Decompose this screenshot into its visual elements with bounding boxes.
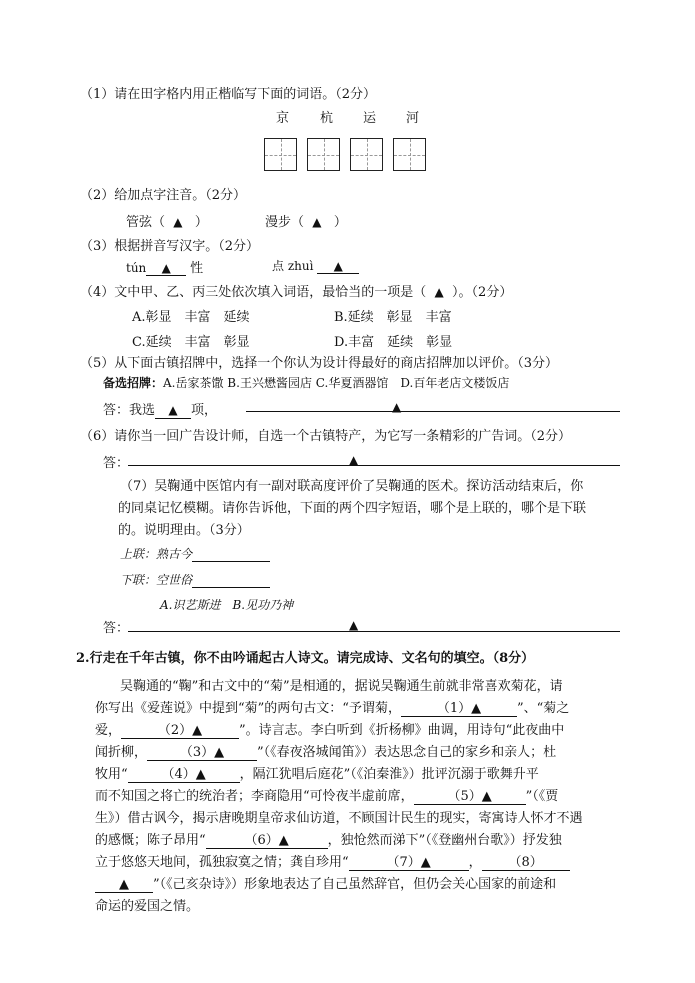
- q5-options: 备选招牌：A.岳家茶馓 B.王兴懋酱园店 C.华夏酒器馆 D.百年老店文楼饭店: [103, 376, 510, 390]
- q5-answer: 答：我选 ▲ 项，: [103, 403, 218, 418]
- blank-6[interactable]: （6）▲: [206, 829, 328, 849]
- s2-line-4: 闻折柳， （3）▲ ”（《春夜洛城闻笛》）表达思念自己的家乡和亲人；杜: [95, 741, 556, 761]
- q6-answer-label: 答：: [103, 456, 130, 471]
- s2-line-3: 爱， （2）▲ ”。诗言志。李白听到《折杨柳》曲调，用诗句“此夜曲中: [95, 719, 564, 739]
- q2-item-1: 管弦（ ▲ ）: [126, 215, 208, 230]
- blank-8[interactable]: （8）: [482, 851, 570, 871]
- q6-prompt: （6）请你当一回广告设计师，自选一个古镇特产，为它写一条精彩的广告词。（2分）: [80, 429, 572, 444]
- q5-answer-line[interactable]: [246, 411, 620, 412]
- q7-text-1: （7）吴鞠通中医馆内有一副对联高度评价了吴鞠通的医术。探访活动结束后，你: [120, 479, 584, 494]
- q7-answer-label: 答：: [103, 621, 130, 636]
- q2-prompt: （2）给加点字注音。（2分）: [80, 188, 247, 203]
- q5-answer-mark: ▲: [392, 400, 402, 414]
- tianzi-grid-1[interactable]: [264, 138, 297, 171]
- s2-line-9: 立于悠悠天地间，孤独寂寞之情；龚自珍用“ （7）▲ ， （8）: [95, 851, 570, 871]
- blank-4[interactable]: （4）▲: [128, 763, 240, 783]
- s2-line-10: ▲ ”（《己亥杂诗》）形象地表达了自己虽然辞官，但仍会关心国家的前途和: [95, 873, 556, 893]
- s2-line-6: 而不知国之将亡的统治者；李商隐用“可怜夜半虚前席， （5）▲ ”（《贾: [95, 785, 558, 805]
- q1-char-3: 运: [363, 111, 377, 126]
- q7-text-3: 的。说明理由。（3分）: [118, 523, 250, 538]
- q7-answer-line[interactable]: [128, 631, 620, 632]
- q1-char-1: 京: [276, 111, 290, 126]
- s2-line-5: 牧用“ （4）▲ ，隔江犹唱后庭花”（《泊秦淮》）批评沉溺于歌舞升平: [95, 763, 539, 783]
- tianzi-grid-2[interactable]: [307, 138, 340, 171]
- q1-prompt: （1）请在田字格内用正楷临写下面的词语。（2分）: [80, 87, 377, 102]
- q5-prompt: （5）从下面古镇招牌中，选择一个你认为设计得最好的商店招牌加以评价。（3分）: [80, 356, 559, 371]
- s2-line-11: 命运的爱国之情。: [95, 899, 200, 914]
- s2-line-2: 你写出《爱莲说》中提到“菊”的两句古文：“予谓菊， （1）▲ ”、“菊之: [95, 697, 569, 717]
- q7-answer-mark: ▲: [349, 618, 359, 632]
- section-2-title: 2.行走在千年古镇，你不由吟诵起古人诗文。请完成诗、文名句的填空。（8分）: [76, 651, 535, 666]
- s2-line-1: 吴鞠通的“鞠”和古文中的“菊”是相通的，据说吴鞠通生前就非常喜欢菊花，请: [120, 679, 563, 694]
- tianzi-grid-3[interactable]: [350, 138, 383, 171]
- q1-char-4: 河: [406, 111, 420, 126]
- blank-1[interactable]: （1）▲: [401, 697, 517, 717]
- s2-line-7: 生》）借古讽今，揭示唐晚期皇帝求仙访道，不顾国计民生的现实，寄寓诗人怀才不遇: [95, 811, 583, 826]
- s2-line-8: 的感慨；陈子昂用“ （6）▲ ，独怆然而涕下”（《登幽州台歌》）抒发独: [95, 829, 562, 849]
- q7-lower: 下联：空世俗: [120, 571, 270, 588]
- q3-item-1: tún ▲ 性: [126, 261, 204, 276]
- q7-text-2: 的同桌记忆模糊。请你告诉他，下面的两个四字短语，哪个是上联的，哪个是下联: [118, 501, 587, 516]
- q4-option-b: B.延续 彰显 丰富: [334, 310, 452, 325]
- blank-8-cont[interactable]: ▲: [95, 877, 153, 893]
- q3-prompt: （3）根据拼音写汉字。（2分）: [80, 239, 260, 254]
- blank-7[interactable]: （7）▲: [349, 851, 469, 871]
- tianzi-grid-4[interactable]: [393, 138, 426, 171]
- q4-option-c: C.延续 丰富 彰显: [132, 335, 250, 350]
- q2-item-2: 漫步（ ▲ ）: [265, 215, 347, 230]
- q7-options: A.识艺斯进 B.见功乃神: [160, 598, 294, 612]
- q3-item-2: 点 zhuì ▲: [272, 257, 359, 274]
- q4-option-d: D.丰富 延续 彰显: [334, 335, 453, 350]
- q1-char-2: 杭: [320, 111, 334, 126]
- blank-3[interactable]: （3）▲: [147, 741, 257, 761]
- blank-5[interactable]: （5）▲: [414, 785, 526, 805]
- q4-prompt: （4）文中甲、乙、丙三处依次填入词语，最恰当的一项是（ ▲ ）。（2分）: [80, 285, 513, 300]
- q4-option-a: A.彰显 丰富 延续: [132, 310, 250, 325]
- blank-2[interactable]: （2）▲: [121, 719, 239, 739]
- q6-answer-line[interactable]: [128, 465, 620, 466]
- q7-upper: 上联：熟古今: [120, 545, 270, 562]
- q6-answer-mark: ▲: [349, 453, 359, 467]
